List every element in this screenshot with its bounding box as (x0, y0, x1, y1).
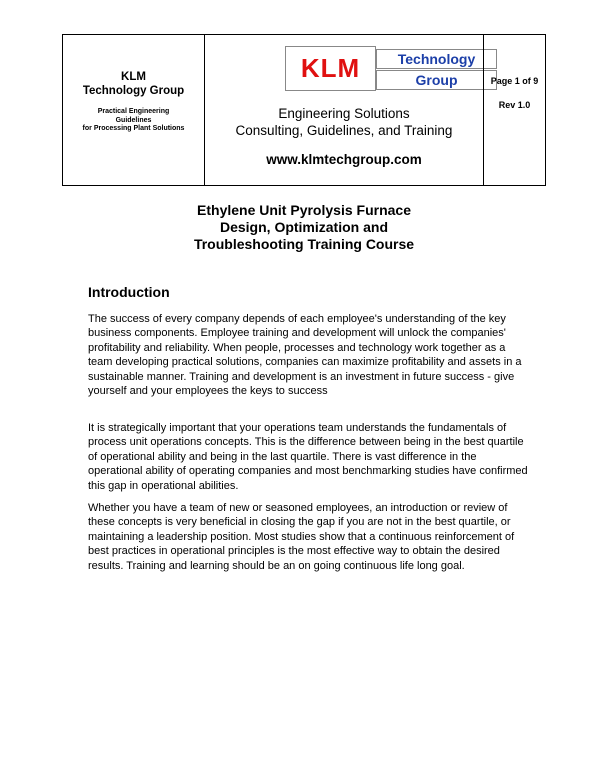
intro-paragraph-2: It is strategically important that your operations team understands the fundamentals of process unit operations concepts. This is the difference between being in the best quartile of operational ability and being in the last quartile. There is vast difference in the operational ability of operating companies and most benchmarking studies have confirmed this gap in operational abilities. (88, 422, 528, 492)
document-header (62, 34, 546, 186)
title-line2: Design, Optimization and (219, 219, 388, 235)
title-line1: Ethylene Unit Pyrolysis Furnace (197, 202, 411, 218)
services-description (205, 106, 483, 139)
company-info-cell (63, 35, 205, 185)
company-name-line1: KLM (121, 71, 146, 83)
document-title (62, 202, 546, 253)
services-line1: Engineering Solutions (278, 106, 410, 121)
logo-cell (205, 35, 483, 185)
services-line2: Consulting, Guidelines, and Training (235, 122, 453, 138)
website-link[interactable]: www.klmtechgroup.com (266, 152, 422, 167)
logo-group-text: Group (376, 70, 497, 90)
page-info-cell (483, 35, 545, 185)
logo-klm-text: KLM (285, 46, 376, 91)
section-heading: Introduction (88, 284, 170, 300)
intro-paragraph-3: Whether you have a team of new or seasoned employees, an introduction or review of these concepts is very beneficial in closing the gap if you are not in the best quartile, or maintaining a leadership position. Most studies show that a continuous reinforcement of best practices in operational principles is the most effective way to obtain the desired results. Training and learning should be an on going continuous life long goal. (88, 502, 515, 572)
revision-number: Rev 1.0 (498, 100, 531, 110)
tagline-line3: for Processing Plant Solutions (82, 125, 185, 132)
company-tagline (63, 108, 204, 134)
tagline-line1: Practical Engineering (97, 108, 170, 115)
tagline-line2: Guidelines (115, 116, 152, 124)
company-name (63, 70, 204, 98)
intro-paragraph-1: The success of every company depends of each employee's understanding of the key business components. Employee training and development will unlock the companies' profitability and reliability. When people, processes and technology work together as a team developing practical solutions, companies can maximize profitability and assets in a sustainable manner. Training and development is an investment in future success - give yourself and your employees the keys to success (88, 313, 522, 398)
klm-logo (285, 46, 498, 93)
title-line3: Troubleshooting Training Course (193, 236, 415, 252)
page-number: Page 1 of 9 (490, 76, 539, 86)
company-name-line2: Technology Group (82, 85, 185, 97)
logo-technology-text: Technology (376, 49, 497, 69)
